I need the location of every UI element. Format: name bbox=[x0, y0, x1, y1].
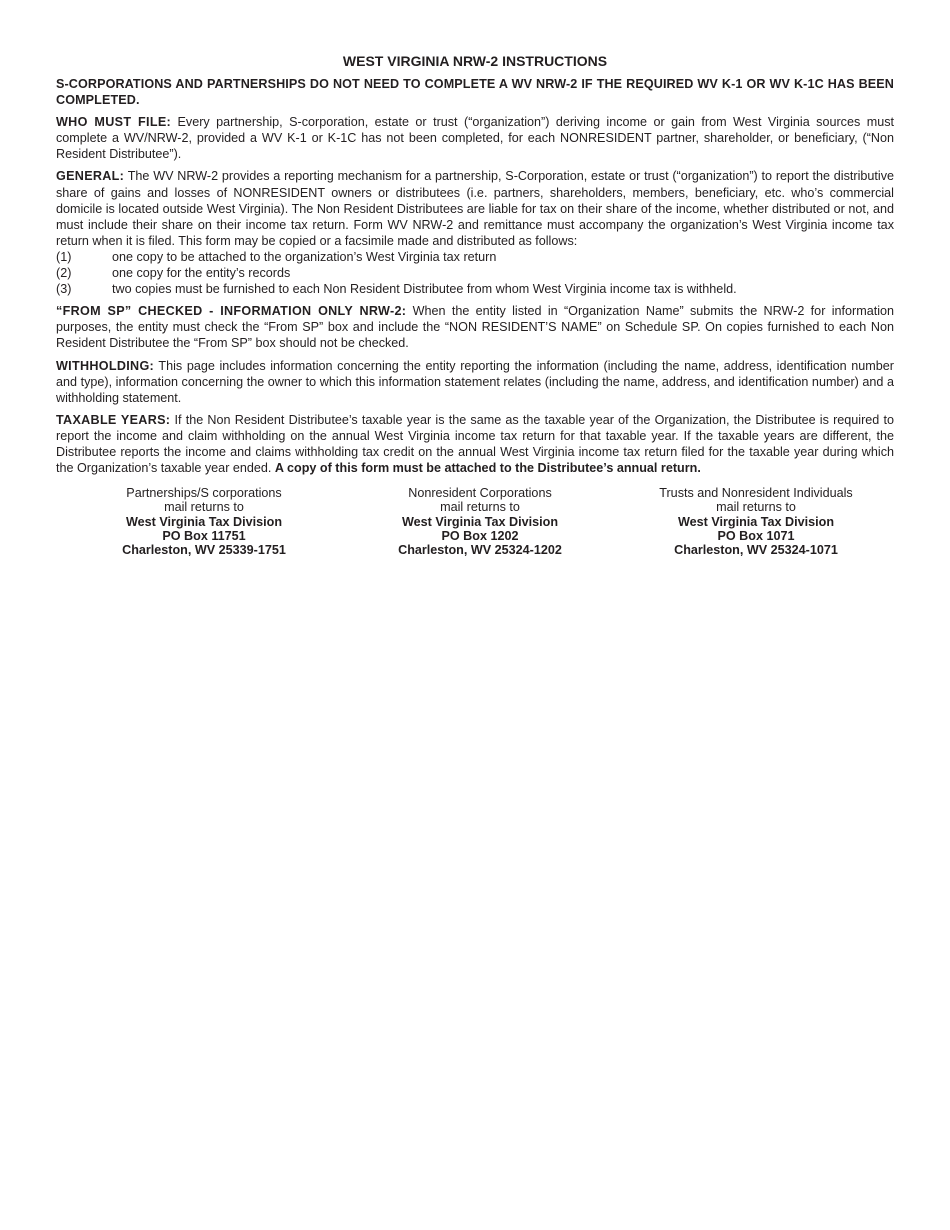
list-item-number: (2) bbox=[56, 266, 72, 281]
page-title: WEST VIRGINIA NRW-2 INSTRUCTIONS bbox=[342, 53, 608, 69]
mailing-instruction: mail returns to bbox=[716, 500, 796, 515]
mailing-address-partnerships bbox=[74, 486, 334, 557]
mailing-agency: West Virginia Tax Division bbox=[677, 514, 835, 529]
list-item-text: one copy to be attached to the organization’s West Virginia tax return bbox=[112, 249, 497, 264]
who-must-file-section bbox=[56, 114, 894, 162]
list-item-number: (3) bbox=[56, 282, 72, 297]
withholding-label: WITHHOLDING: bbox=[56, 358, 155, 373]
taxable-years-section bbox=[56, 412, 894, 476]
mailing-agency: West Virginia Tax Division bbox=[125, 514, 283, 529]
withholding-section bbox=[56, 358, 894, 406]
mailing-address-corporations bbox=[350, 486, 610, 557]
from-sp-section bbox=[56, 303, 894, 351]
distribution-list bbox=[56, 249, 894, 297]
withholding-text: This page includes information concerning the entity reporting the information (including the name, address, identification number and type), information concerning the owner to which this information statement relates (including the name, address, and identification number) and a withholding statement. bbox=[56, 358, 894, 405]
taxable-years-emphasis: A copy of this form must be attached to the Distributee’s annual return. bbox=[274, 461, 701, 476]
taxable-years-text: If the Non Resident Distributee’s taxable year is the same as the taxable year of the Organization, the Distributee is required to report the income and claim withholding on the annual West Virginia income tax return for that taxable year. If the taxable years are different, the Distributee reports the income and claims withholding tax credit on the annual West Virginia income tax return filed for the taxable year during which the Organization’s taxable year ended. bbox=[56, 412, 894, 476]
list-item-number: (1) bbox=[56, 249, 72, 264]
mailing-instruction: mail returns to bbox=[440, 500, 520, 515]
general-label: GENERAL: bbox=[56, 169, 125, 184]
exemption-notice: S-CORPORATIONS AND PARTNERSHIPS DO NOT NEED TO COMPLETE A WV NRW-2 IF THE REQUIRED WV K-1 OR WV K-1C HAS BEEN COMPLETED. bbox=[56, 77, 894, 108]
mailing-po-box: PO Box 11751 bbox=[162, 528, 246, 543]
mailing-category: Trusts and Nonresident Individuals bbox=[659, 486, 853, 501]
mailing-addresses bbox=[56, 486, 894, 557]
general-text: The WV NRW-2 provides a reporting mechanism for a partnership, S-Corporation, estate or trust (“organization”) to report the distributive share of gains and losses of NONRESIDENT owners or distributees (i.e. partners, shareholders, members, beneficiary, etc. who’s commercial domicile is located outside West Virginia). The Non Resident Distributees are liable for tax on their share of the income, whether distributed or not, and must include their share on their income tax return. Form WV NRW-2 and remittance must accompany the organization’s West Virginia income tax return when it is filed. This form may be copied or a facsimile made and distributed as follows: bbox=[56, 169, 894, 248]
mailing-city: Charleston, WV 25324-1071 bbox=[674, 542, 838, 557]
who-must-file-text: Every partnership, S-corporation, estate or trust (“organization”) deriving income or gain from West Virginia sources must complete a WV/NRW-2, provided a WV K-1 or K-1C has not been completed, for each NONRESIDENT partner, shareholder, or beneficiary, (“Non Resident Distributee”). bbox=[56, 115, 894, 162]
mailing-po-box: PO Box 1071 bbox=[717, 528, 795, 543]
general-section bbox=[56, 168, 894, 248]
list-item-text: one copy for the entity’s records bbox=[112, 266, 291, 281]
list-item bbox=[56, 249, 894, 265]
from-sp-label: “FROM SP” CHECKED - INFORMATION ONLY NRW-2: bbox=[56, 304, 407, 319]
mailing-instruction: mail returns to bbox=[164, 500, 244, 515]
mailing-category: Nonresident Corporations bbox=[408, 486, 552, 501]
mailing-city: Charleston, WV 25324-1202 bbox=[398, 542, 562, 557]
instructions-page bbox=[56, 52, 894, 557]
list-item bbox=[56, 281, 894, 297]
from-sp-text: When the entity listed in “Organization Name” submits the NRW-2 for information purposes, the entity must check the “From SP” box and include the “NON RESIDENT’S NAME” on Schedule SP. On copies furnished to each Non Resident Distributee the “From SP” box should not be checked. bbox=[56, 304, 895, 351]
list-item-text: two copies must be furnished to each Non Resident Distributee from whom West Virginia income tax is withheld. bbox=[112, 282, 737, 297]
mailing-city: Charleston, WV 25339-1751 bbox=[122, 542, 286, 557]
mailing-address-trusts bbox=[626, 486, 886, 557]
mailing-po-box: PO Box 1202 bbox=[441, 528, 519, 543]
who-must-file-label: WHO MUST FILE: bbox=[56, 115, 172, 130]
taxable-years-label: TAXABLE YEARS: bbox=[56, 412, 171, 427]
list-item bbox=[56, 265, 894, 281]
mailing-agency: West Virginia Tax Division bbox=[401, 514, 559, 529]
mailing-category: Partnerships/S corporations bbox=[126, 486, 282, 501]
